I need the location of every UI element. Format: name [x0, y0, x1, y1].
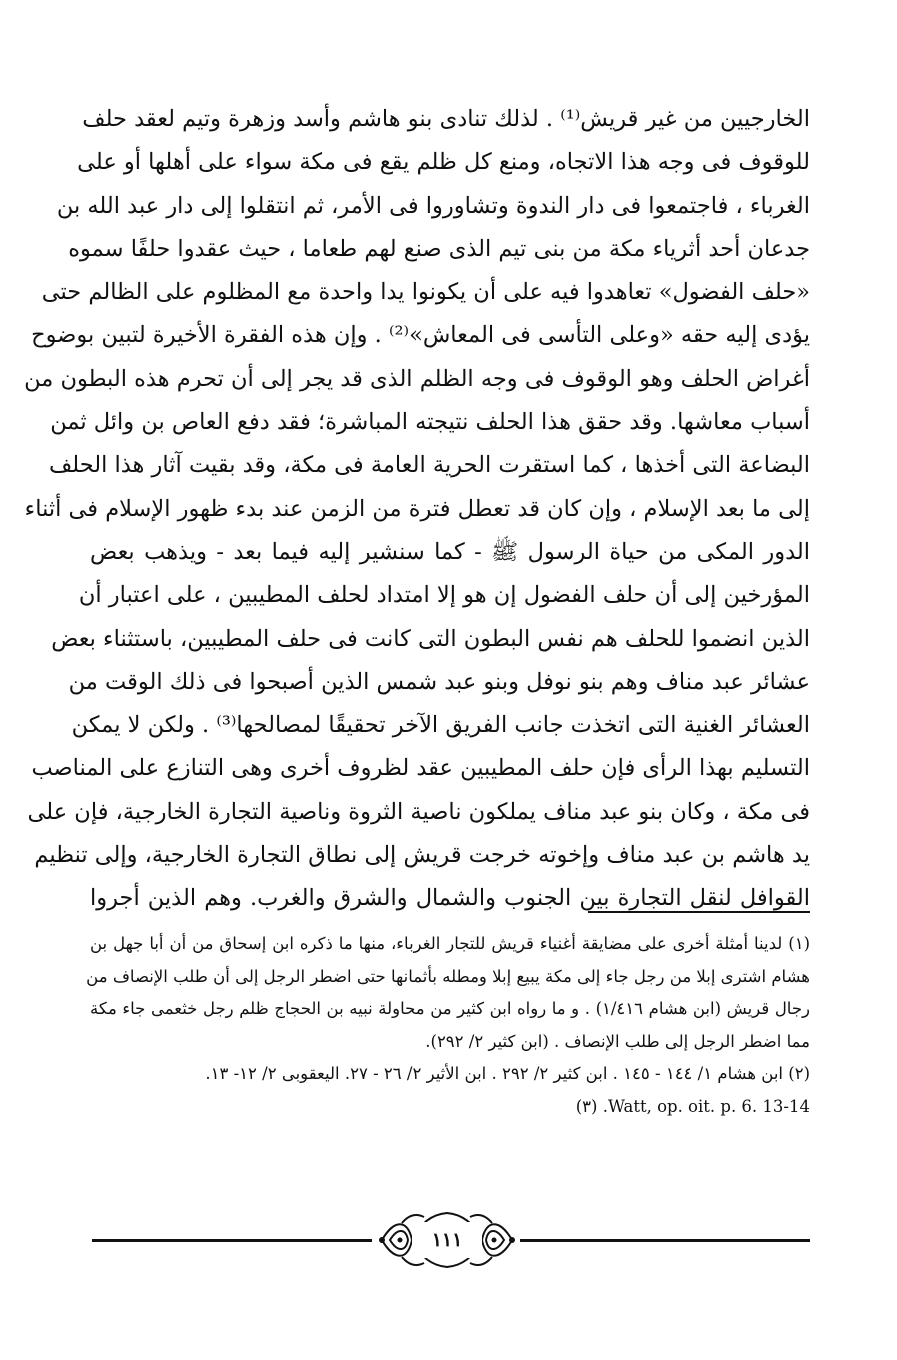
text-line: أسباب معاشها. وقد حقق هذا الحلف نتيجته المباشرة؛ فقد دفع العاص بن وائل ثمن — [50, 409, 810, 436]
text-line: التسليم بهذا الرأى فإن حلف المطيبين عقد لظروف أخرى وهى التنازع على المناصب — [31, 755, 810, 782]
text-line: للوقوف فى وجه هذا الاتجاه، ومنع كل ظلم يقع فى مكة سواء على أهلها أو على — [77, 149, 810, 176]
text-line: عشائر عبد مناف وهم بنو نوفل وبنو عبد شمس الذين أصبحوا فى ذلك الوقت من — [68, 668, 810, 695]
text-line: الذين انضموا للحلف هم نفس البطون التى كانت فى حلف المطيبين، باستثناء بعض — [51, 625, 810, 652]
footnote-line: (٢) ابن هشام ١/ ١٤٤ - ١٤٥ . ابن كثير ٢/ ٢٩٢ . ابن الأثير ٢/ ٢٦ - ٢٧. اليعقوبى ٢/ ١٢- ١٣. — [205, 1064, 810, 1083]
footnote-line: Watt, op. oit. p. 6. 13-14. (٣) — [575, 1096, 810, 1116]
footnote-line: (١) لدينا أمثلة أخرى على مضايقة أغنياء قريش للتجار الغرباء، منها ما ذكره ابن إسحاق من أن أبا جهل بن — [90, 934, 810, 953]
footnotes — [86, 928, 811, 1123]
text-line: «حلف الفضول» تعاهدوا فيه على أن يكونوا يدا واحدة مع المظلوم على الظالم حتى — [41, 279, 810, 306]
footnote-line: هشام اشترى إبلا من رجل جاء إلى مكة يبيع إبلا ومطله بأثمانها حتى اضطر الرجل إلى أن طلب الإنصاف من — [86, 966, 810, 986]
text-line: العشائر الغنية التى اتخذت جانب الفريق الآخر تحقيقًا لمصالحها⁽³⁾ . ولكن لا يمكن — [71, 712, 810, 739]
text-line: الدور المكى من حياة الرسول ﷺ - كما سنشير إليه فيما بعد - ويذهب بعض — [90, 538, 810, 565]
footer-rule-left — [92, 1239, 372, 1242]
text-line: المؤرخين إلى أن حلف الفضول إن هو إلا امتداد لحلف المطيبين ، على اعتبار أن — [78, 582, 810, 609]
text-line: فى مكة ، وكان بنو عبد مناف يملكون ناصية الثروة وناصية التجارة الخارجية، فإن على — [27, 798, 810, 825]
text-line: جدعان أحد أثرياء مكة من بنى تيم الذى صنع لهم طعاما ، حيث عقدوا حلفًا سموه — [68, 235, 810, 262]
main-text — [24, 98, 810, 921]
text-line: الغرباء ، فاجتمعوا فى دار الندوة وتشاوروا فى الأمر، ثم انتقلوا إلى دار عبد الله بن — [56, 192, 810, 219]
footer-rule-right — [520, 1239, 810, 1242]
footnote-separator — [588, 911, 810, 913]
text-line: أغراض الحلف وهو الوقوف فى وجه الظلم الذى قد يجر إلى أن تحرم هذه البطون من — [24, 365, 810, 392]
text-line: يؤدى إليه حقه «وعلى التأسى فى المعاش»⁽²⁾ . وإن هذه الفقرة الأخيرة لتبين بوضوح — [31, 322, 810, 349]
text-line: الخارجيين من غير قريش⁽¹⁾ . لذلك تنادى بنو هاشم وأسد وزهرة وتيم لعقد حلف — [82, 106, 810, 132]
footnote-line: مما اضطر الرجل إلى طلب الإنصاف . (ابن كثير ٢/ ٢٩٢). — [425, 1031, 810, 1051]
page-number: ١١١ — [412, 1222, 482, 1258]
text-line: يد هاشم بن عبد مناف وإخوته خرجت قريش إلى نطاق التجارة الخارجية، وإلى تنظيم — [34, 842, 810, 869]
text-line: إلى ما بعد الإسلام ، وإن كان قد تعطل فترة من الزمن عند بدء ظهور الإسلام فى أثناء — [24, 495, 810, 522]
text-line: البضاعة التى أخذها ، كما استقرت الحرية العامة فى مكة، وقد بقيت آثار هذا الحلف — [48, 452, 810, 479]
footnote-line: رجال قريش (ابن هشام ١/٤١٦) . و ما رواه ابن كثير من محاولة نبيه بن الحجاج ظلم رجل خثعمى جاء مكة — [90, 999, 811, 1018]
text-line: القوافل لنقل التجارة بين الجنوب والشمال والشرق والغرب. وهم الذين أجروا — [90, 885, 810, 912]
